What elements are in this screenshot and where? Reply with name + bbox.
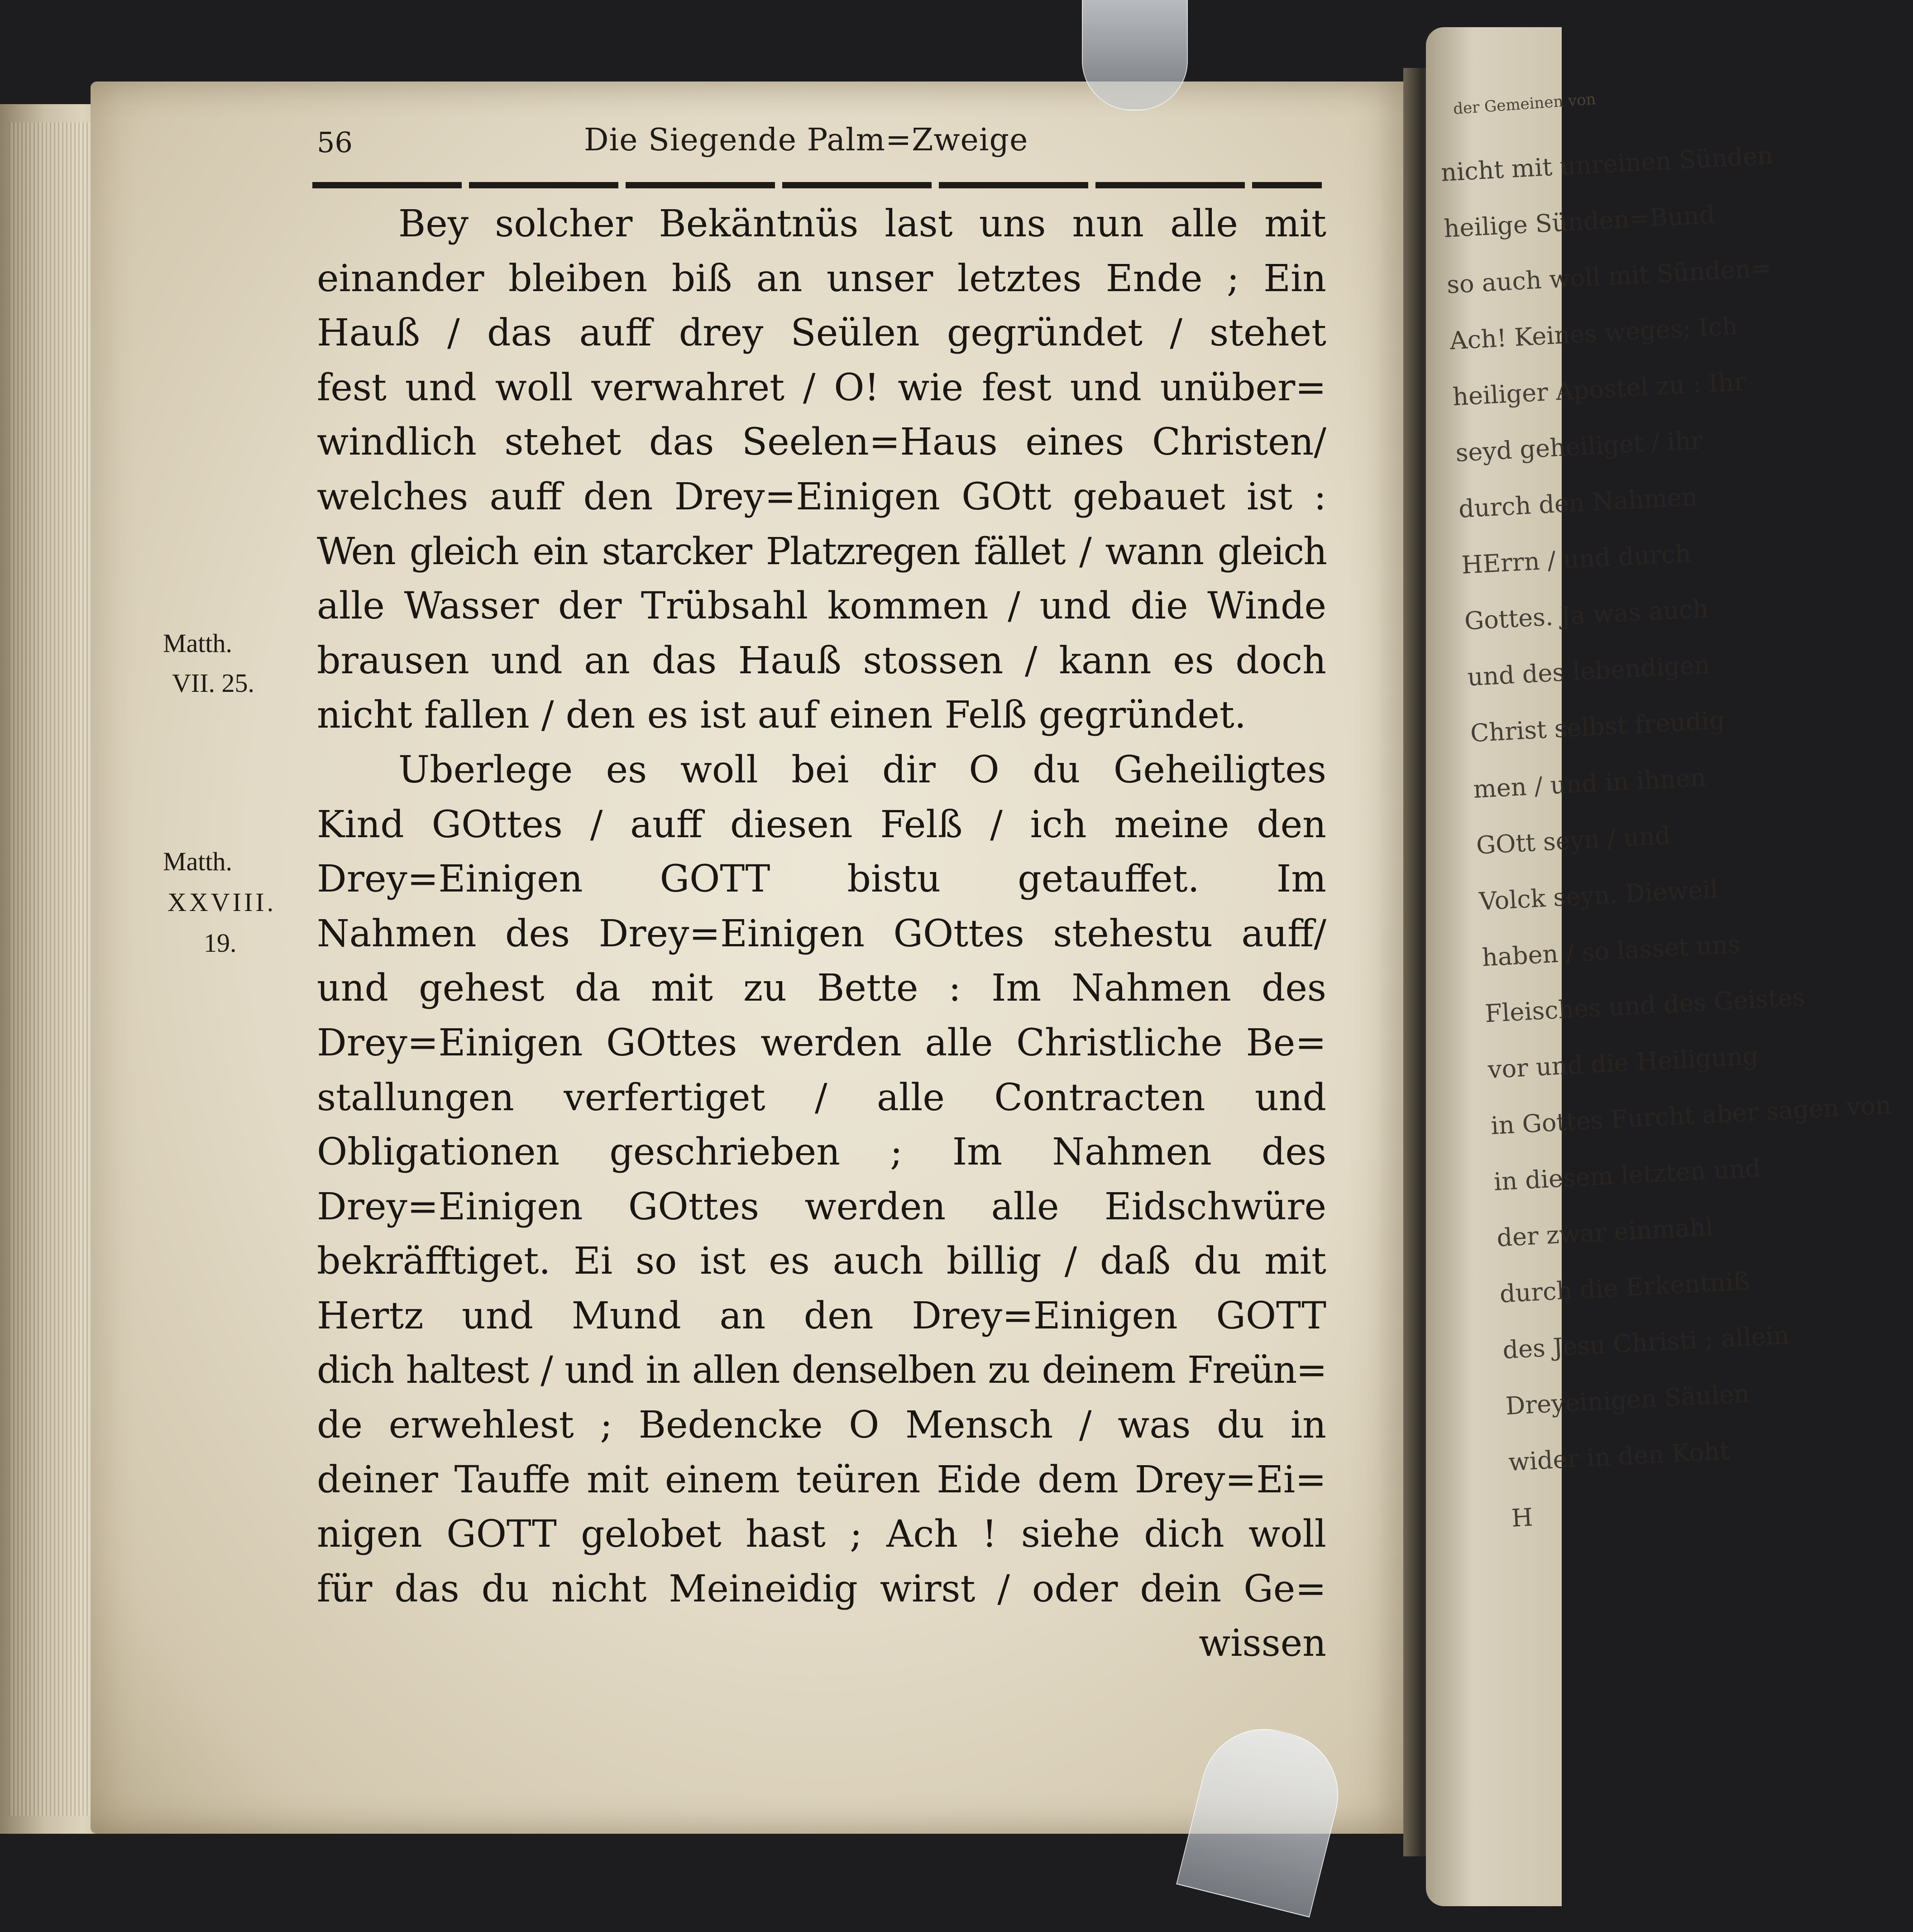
text-line: dich haltest / und in allen denselben zu deinem Freün=: [317, 1349, 1326, 1392]
text-line: Drey=Einigen GOttes werden alle Eidschwüre: [317, 1185, 1326, 1228]
text-line: Hauß / das auff drey Seülen gegründet / stehet: [317, 312, 1326, 355]
catchword: wissen: [1199, 1622, 1326, 1665]
facing-line: Dreyeinigen Säulen: [1505, 1379, 1750, 1421]
text-line: und gehest da mit zu Bette : Im Nahmen des: [317, 967, 1326, 1010]
margin-note-line: VII. 25.: [172, 668, 255, 698]
text-line: windlich stehet das Seelen=Haus eines Christen/: [317, 421, 1326, 464]
facing-line: heiliger Apostel zu : Ihr: [1452, 367, 1746, 412]
body-text: [317, 197, 1326, 1671]
facing-line: so auch woll mit Sünden=: [1446, 254, 1772, 299]
facing-page-header: der Gemeinen von: [1452, 90, 1597, 118]
text-line: alle Wasser der Trübsahl kommen / und die Winde: [317, 585, 1326, 628]
facing-line: durch die Erkentniß: [1499, 1266, 1750, 1309]
facing-line: HErrn / und durch: [1460, 539, 1692, 580]
margin-note-line: 19.: [204, 928, 237, 958]
text-line: Nahmen des Drey=Einigen GOttes stehestu auff/: [317, 912, 1326, 955]
facing-page-text: [1440, 139, 1892, 1546]
facing-line: seyd geheiliget / ihr: [1455, 426, 1703, 468]
text-line: Kind GOttes / auff diesen Felß / ich meine den: [317, 803, 1326, 846]
running-title: Die Siegende Palm=Zweige: [584, 122, 1028, 158]
header-rule: [312, 182, 1322, 188]
text-line: einander bleiben biß an unser letztes Ende ; Ein: [317, 257, 1326, 300]
text-line: Obligationen geschrieben ; Im Nahmen des: [317, 1131, 1326, 1174]
page-clip-top: [1082, 0, 1188, 110]
facing-line: Fleisches und des Geistes: [1484, 983, 1806, 1028]
text-line: Wen gleich ein starcker Platzregen fället / wann gleich: [317, 530, 1326, 573]
facing-line: der zwar einmahl: [1496, 1212, 1714, 1252]
facing-line: GOtt seyn / und: [1475, 821, 1671, 860]
facing-line: durch den Nahmen: [1458, 482, 1698, 523]
text-line: Uberlege es woll bei dir O du Geheiligtes: [398, 748, 1326, 791]
facing-line: und des lebendigen: [1466, 650, 1711, 692]
text-line: deiner Tauffe mit einem teüren Eide dem Drey=Ei=: [317, 1458, 1326, 1501]
facing-line: haben / so lasset uns: [1481, 930, 1741, 972]
text-line: de erwehlest ; Bedencke O Mensch / was du in: [317, 1404, 1326, 1447]
text-line: nigen GOTT gelobet hast ; Ach ! siehe dich woll: [317, 1513, 1326, 1556]
text-line: Bey solcher Bekäntnüs last uns nun alle mit: [398, 202, 1326, 245]
facing-line: heilige Sünden=Bund: [1443, 200, 1716, 243]
text-line: bekräfftiget. Ei so ist es auch billig / daß du mit: [317, 1240, 1326, 1283]
page-number: 56: [317, 126, 353, 159]
facing-line: Volck seyn. Dieweil: [1478, 875, 1719, 916]
text-line: Hertz und Mund an den Drey=Einigen GOTT: [317, 1294, 1326, 1338]
facing-line: vor und die Heiligung: [1487, 1041, 1759, 1084]
facing-line: Ach! Keines weges; Ich: [1449, 312, 1739, 355]
text-line: stallungen verfertiget / alle Contracten und: [317, 1076, 1326, 1119]
margin-note-line: Matth.: [163, 847, 233, 876]
facing-line: Christ selbst freudig: [1469, 705, 1726, 748]
text-line: nicht fallen / den es ist auf einen Felß gegründet.: [317, 694, 1246, 737]
facing-line: men / und in ihnen: [1472, 763, 1707, 804]
facing-line: wider in den Koht: [1507, 1436, 1731, 1477]
text-line: welches auff den Drey=Einigen GOtt gebauet ist :: [317, 475, 1326, 518]
facing-line: nicht mit unreinen Sünden: [1440, 141, 1774, 187]
facing-line: H: [1511, 1503, 1534, 1533]
facing-line: in diesem letzten und: [1493, 1154, 1762, 1196]
facing-page: [1426, 27, 1892, 1906]
text-line: fest und woll verwahret / O! wie fest und unüber=: [317, 366, 1326, 409]
text-line: Drey=Einigen GOTT bistu getauffet. Im: [317, 858, 1326, 901]
text-line: Drey=Einigen GOttes werden alle Christliche Be=: [317, 1021, 1326, 1064]
text-line: für das du nicht Meineidig wirst / oder dein Ge=: [317, 1567, 1326, 1611]
margin-note-line: XXVIII.: [167, 887, 277, 917]
facing-line: des Jesu Christi ; allein: [1502, 1321, 1790, 1365]
facing-line: in Gottes Furcht aber sagen von: [1490, 1090, 1892, 1140]
text-line: brausen und an das Hauß stossen / kann es doch: [317, 639, 1326, 682]
margin-note-line: Matth.: [163, 628, 233, 658]
facing-line: Gottes. Ja was auch: [1463, 594, 1709, 636]
